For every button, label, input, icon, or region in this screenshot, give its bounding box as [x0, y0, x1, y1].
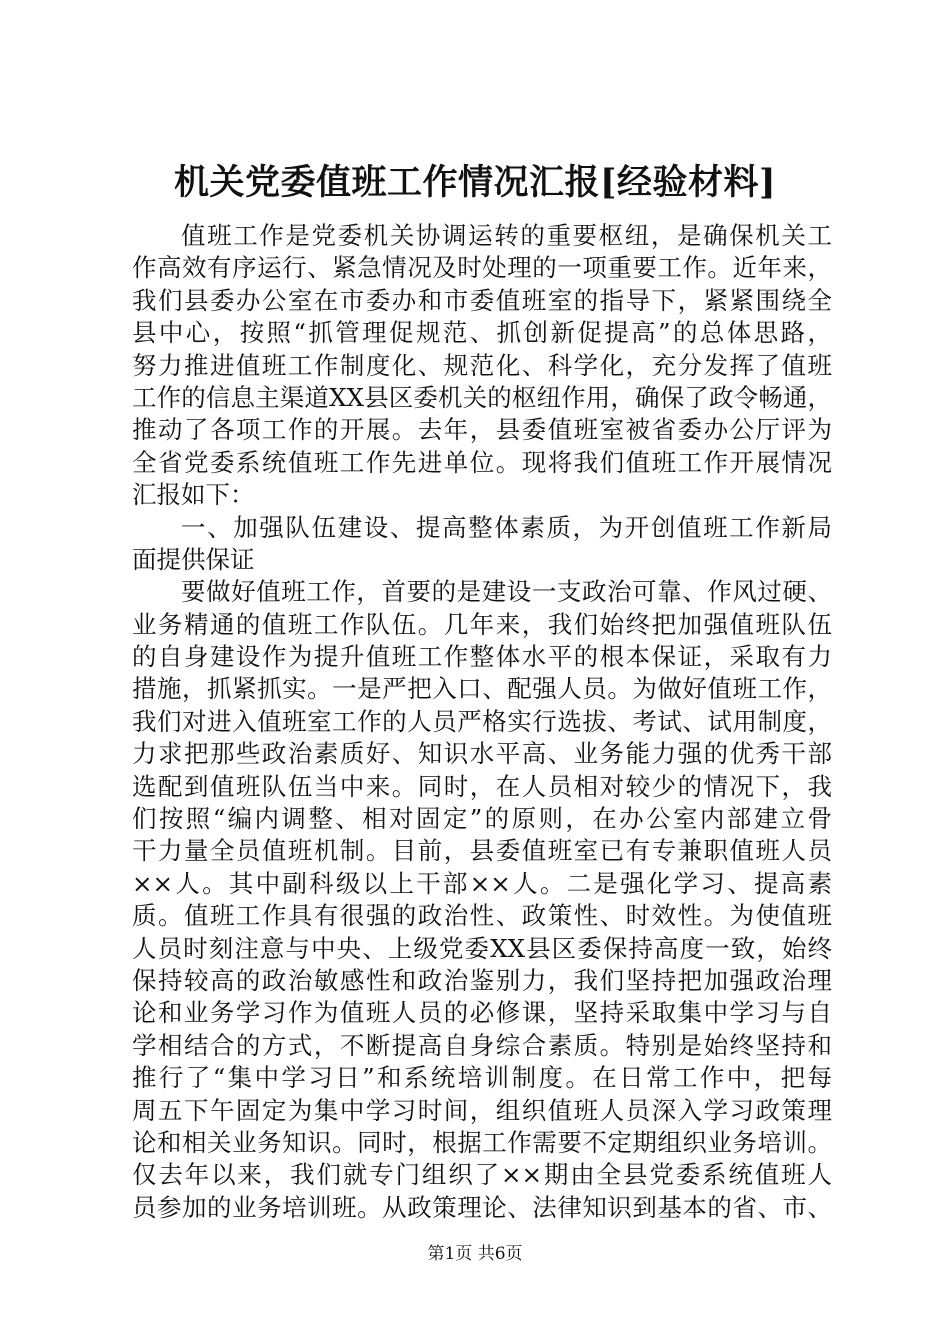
text-line: 要做好值班工作，首要的是建设一支政治可靠、作风过硬、 [181, 577, 832, 607]
text-line: 面提供保证 [132, 544, 255, 574]
text-line: 努力推进值班工作制度化、规范化、科学化，充分发挥了值班 [132, 350, 832, 380]
text-line: ××人。其中副科级以上干部××人。二是强化学习、提高素 [132, 868, 832, 898]
section-heading-1 [132, 512, 832, 577]
text-line: 力求把那些政治素质好、知识水平高、业务能力强的优秀干部 [132, 739, 832, 769]
text-line: 周五下午固定为集中学习时间，组织值班人员深入学习政策理 [132, 1095, 832, 1125]
text-line: 措施，抓紧抓实。一是严把入口、配强人员。为做好值班工作， [132, 674, 832, 704]
document-body [132, 220, 832, 1224]
paragraph-intro [132, 220, 832, 512]
text-line: 学相结合的方式，不断提高自身综合素质。特别是始终坚持和 [132, 1030, 832, 1060]
text-line: 值班工作是党委机关协调运转的重要枢纽，是确保机关工 [181, 221, 832, 250]
text-line: 论和相关业务知识。同时，根据工作需要不定期组织业务培训。 [132, 1127, 832, 1157]
text-line: 我们对进入值班室工作的人员严格实行选拔、考试、试用制度， [132, 706, 832, 736]
text-line: 我们县委办公室在市委办和市委值班室的指导下，紧紧围绕全 [132, 285, 832, 315]
text-line: 的自身建设作为提升值班工作整体水平的根本保证，采取有力 [132, 642, 832, 672]
text-line: 干力量全员值班机制。目前，县委值班室已有专兼职值班人员 [132, 836, 832, 866]
text-line: 质。值班工作具有很强的政治性、政策性、时效性。为使值班 [132, 901, 832, 931]
text-line: 员参加的业务培训班。从政策理论、法律知识到基本的省、市、 [132, 1192, 832, 1222]
document-title: 机关党委值班工作情况汇报[经验材料] [173, 162, 777, 203]
text-line: 们按照“编内调整、相对固定”的原则，在办公室内部建立骨 [132, 804, 832, 834]
text-line: 推动了各项工作的开展。去年，县委值班室被省委办公厅评为 [132, 415, 832, 445]
paragraph-team-building [132, 576, 832, 1224]
page-number-footer: 第1页 共6页 [427, 1244, 523, 1264]
text-line: 县中心，按照“抓管理促规范、抓创新促提高”的总体思路， [132, 318, 832, 348]
text-line: 作高效有序运行、紧急情况及时处理的一项重要工作。近年来， [132, 253, 832, 283]
text-line: 人员时刻注意与中央、上级党委XX县区委保持高度一致，始终 [132, 933, 832, 963]
text-line: 业务精通的值班工作队伍。几年来，我们始终把加强值班队伍 [132, 609, 832, 639]
text-line: 仅去年以来，我们就专门组织了××期由全县党委系统值班人 [132, 1160, 832, 1190]
text-line: 工作的信息主渠道XX县区委机关的枢纽作用，确保了政令畅通， [132, 382, 832, 412]
text-line: 推行了“集中学习日”和系统培训制度。在日常工作中，把每 [132, 1063, 832, 1093]
text-line: 一、加强队伍建设、提高整体素质，为开创值班工作新局 [181, 512, 832, 542]
text-line: 选配到值班队伍当中来。同时，在人员相对较少的情况下，我 [132, 771, 832, 801]
text-line: 保持较高的政治敏感性和政治鉴别力，我们坚持把加强政治理 [132, 965, 832, 995]
text-line: 论和业务学习作为值班人员的必修课，坚持采取集中学习与自 [132, 998, 832, 1028]
text-line: 汇报如下： [132, 480, 255, 510]
text-line: 全省党委系统值班工作先进单位。现将我们值班工作开展情况 [132, 447, 832, 477]
